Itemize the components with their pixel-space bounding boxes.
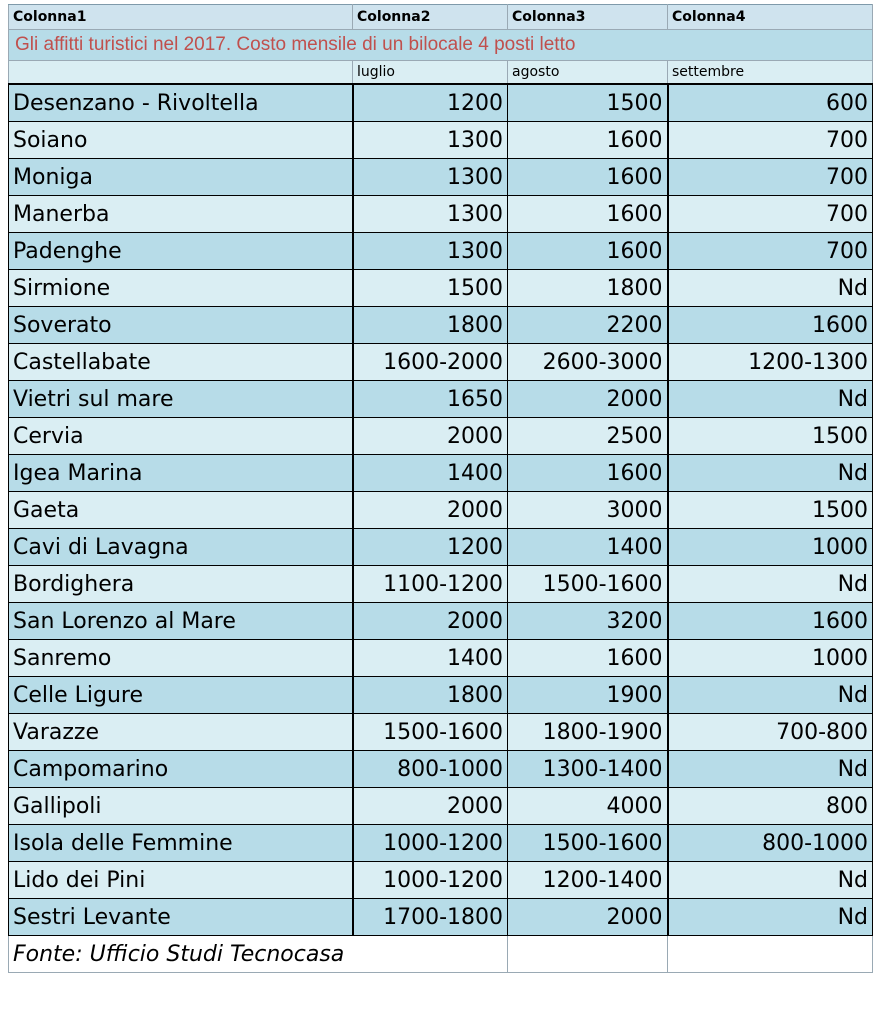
header-cell-colonna3[interactable]: Colonna3 [508, 5, 668, 30]
table-row [9, 307, 873, 344]
rent-table [8, 4, 873, 973]
place-cell[interactable]: Celle Ligure [9, 677, 353, 714]
place-cell[interactable]: Sanremo [9, 640, 353, 677]
table-row [9, 825, 873, 862]
settembre-cell[interactable]: Nd [668, 455, 873, 492]
luglio-cell[interactable]: 2000 [353, 418, 508, 455]
place-cell[interactable]: Campomarino [9, 751, 353, 788]
place-cell[interactable]: Vietri sul mare [9, 381, 353, 418]
settembre-cell[interactable]: 1600 [668, 603, 873, 640]
luglio-cell[interactable]: 1700-1800 [353, 899, 508, 936]
settembre-cell[interactable]: 700 [668, 233, 873, 270]
agosto-cell[interactable]: 1300-1400 [508, 751, 668, 788]
place-cell[interactable]: Sestri Levante [9, 899, 353, 936]
agosto-cell[interactable]: 2000 [508, 381, 668, 418]
settembre-cell[interactable]: Nd [668, 566, 873, 603]
header-cell-colonna4[interactable]: Colonna4 [668, 5, 873, 30]
table-row [9, 640, 873, 677]
agosto-cell[interactable]: 2000 [508, 899, 668, 936]
luglio-cell[interactable]: 1400 [353, 455, 508, 492]
table-row [9, 381, 873, 418]
settembre-cell[interactable]: 800 [668, 788, 873, 825]
place-cell[interactable]: San Lorenzo al Mare [9, 603, 353, 640]
place-cell[interactable]: Cervia [9, 418, 353, 455]
empty-cell[interactable] [508, 936, 668, 973]
luglio-cell[interactable]: 2000 [353, 788, 508, 825]
settembre-cell[interactable]: 700 [668, 159, 873, 196]
agosto-cell[interactable]: 1200-1400 [508, 862, 668, 899]
header-cell-colonna2[interactable]: Colonna2 [353, 5, 508, 30]
place-cell[interactable]: Manerba [9, 196, 353, 233]
table-row [9, 196, 873, 233]
luglio-cell[interactable]: 1500 [353, 270, 508, 307]
table-row [9, 603, 873, 640]
source-row [9, 936, 873, 973]
settembre-cell[interactable]: Nd [668, 899, 873, 936]
agosto-cell[interactable]: 3200 [508, 603, 668, 640]
settembre-cell[interactable]: 1000 [668, 529, 873, 566]
agosto-cell[interactable]: 1400 [508, 529, 668, 566]
month-cell-luglio[interactable]: luglio [353, 61, 508, 85]
settembre-cell[interactable]: 700 [668, 122, 873, 159]
luglio-cell[interactable]: 1300 [353, 233, 508, 270]
place-cell[interactable]: Igea Marina [9, 455, 353, 492]
luglio-cell[interactable]: 1000-1200 [353, 825, 508, 862]
month-cell-settembre[interactable]: settembre [668, 61, 873, 85]
empty-cell[interactable] [668, 936, 873, 973]
table-row [9, 122, 873, 159]
settembre-cell[interactable]: 1500 [668, 492, 873, 529]
place-cell[interactable]: Gaeta [9, 492, 353, 529]
month-cell-agosto[interactable]: agosto [508, 61, 668, 85]
table-row [9, 492, 873, 529]
source-note[interactable]: Fonte: Ufficio Studi Tecnocasa [9, 936, 508, 973]
agosto-cell[interactable]: 1600 [508, 196, 668, 233]
table-row [9, 270, 873, 307]
place-cell[interactable]: Moniga [9, 159, 353, 196]
spreadsheet [8, 4, 872, 973]
table-row [9, 899, 873, 936]
agosto-cell[interactable]: 2200 [508, 307, 668, 344]
settembre-cell[interactable]: 1500 [668, 418, 873, 455]
table-row [9, 233, 873, 270]
luglio-cell[interactable]: 1200 [353, 529, 508, 566]
settembre-cell[interactable]: Nd [668, 270, 873, 307]
settembre-cell[interactable]: 600 [668, 84, 873, 122]
place-cell[interactable]: Gallipoli [9, 788, 353, 825]
agosto-cell[interactable]: 1500-1600 [508, 825, 668, 862]
luglio-cell[interactable]: 1300 [353, 159, 508, 196]
luglio-cell[interactable]: 1200 [353, 84, 508, 122]
settembre-cell[interactable]: 1600 [668, 307, 873, 344]
agosto-cell[interactable]: 1600 [508, 159, 668, 196]
luglio-cell[interactable]: 1400 [353, 640, 508, 677]
table-row [9, 677, 873, 714]
header-cell-colonna1[interactable]: Colonna1 [9, 5, 353, 30]
agosto-cell[interactable]: 1600 [508, 122, 668, 159]
table-row [9, 862, 873, 899]
place-cell[interactable]: Padenghe [9, 233, 353, 270]
place-cell[interactable]: Soiano [9, 122, 353, 159]
settembre-cell[interactable]: Nd [668, 751, 873, 788]
table-row [9, 566, 873, 603]
luglio-cell[interactable]: 1800 [353, 677, 508, 714]
table-row [9, 84, 873, 122]
table-row [9, 344, 873, 381]
agosto-cell[interactable]: 1500-1600 [508, 566, 668, 603]
table-row [9, 455, 873, 492]
place-cell[interactable]: Castellabate [9, 344, 353, 381]
agosto-cell[interactable]: 2600-3000 [508, 344, 668, 381]
months-row [9, 61, 873, 85]
settembre-cell[interactable]: 700-800 [668, 714, 873, 751]
luglio-cell[interactable]: 1600-2000 [353, 344, 508, 381]
agosto-cell[interactable]: 3000 [508, 492, 668, 529]
agosto-cell[interactable]: 1600 [508, 233, 668, 270]
agosto-cell[interactable]: 1500 [508, 84, 668, 122]
luglio-cell[interactable]: 1500-1600 [353, 714, 508, 751]
settembre-cell[interactable]: 700 [668, 196, 873, 233]
agosto-cell[interactable]: 2500 [508, 418, 668, 455]
settembre-cell[interactable]: 800-1000 [668, 825, 873, 862]
table-row [9, 714, 873, 751]
place-cell[interactable]: Cavi di Lavagna [9, 529, 353, 566]
agosto-cell[interactable]: 1600 [508, 455, 668, 492]
table-row [9, 159, 873, 196]
agosto-cell[interactable]: 1900 [508, 677, 668, 714]
agosto-cell[interactable]: 1800-1900 [508, 714, 668, 751]
settembre-cell[interactable]: Nd [668, 862, 873, 899]
luglio-cell[interactable]: 1800 [353, 307, 508, 344]
luglio-cell[interactable]: 800-1000 [353, 751, 508, 788]
settembre-cell[interactable]: 1000 [668, 640, 873, 677]
luglio-cell[interactable]: 1100-1200 [353, 566, 508, 603]
agosto-cell[interactable]: 1800 [508, 270, 668, 307]
place-cell[interactable]: Varazze [9, 714, 353, 751]
table-row [9, 788, 873, 825]
settembre-cell[interactable]: Nd [668, 381, 873, 418]
header-row [9, 5, 873, 30]
title-row [9, 30, 873, 61]
place-cell[interactable]: Desenzano - Rivoltella [9, 84, 353, 122]
table-row [9, 529, 873, 566]
luglio-cell[interactable]: 1000-1200 [353, 862, 508, 899]
settembre-cell[interactable]: Nd [668, 677, 873, 714]
agosto-cell[interactable]: 4000 [508, 788, 668, 825]
month-cell-empty[interactable] [9, 61, 353, 85]
luglio-cell[interactable]: 2000 [353, 603, 508, 640]
table-title[interactable]: Gli affitti turistici nel 2017. Costo mensile di un bilocale 4 posti letto [9, 30, 873, 61]
settembre-cell[interactable]: 1200-1300 [668, 344, 873, 381]
place-cell[interactable]: Isola delle Femmine [9, 825, 353, 862]
luglio-cell[interactable]: 2000 [353, 492, 508, 529]
luglio-cell[interactable]: 1300 [353, 122, 508, 159]
luglio-cell[interactable]: 1300 [353, 196, 508, 233]
luglio-cell[interactable]: 1650 [353, 381, 508, 418]
place-cell[interactable]: Lido dei Pini [9, 862, 353, 899]
agosto-cell[interactable]: 1600 [508, 640, 668, 677]
table-row [9, 751, 873, 788]
place-cell[interactable]: Bordighera [9, 566, 353, 603]
place-cell[interactable]: Soverato [9, 307, 353, 344]
place-cell[interactable]: Sirmione [9, 270, 353, 307]
table-row [9, 418, 873, 455]
